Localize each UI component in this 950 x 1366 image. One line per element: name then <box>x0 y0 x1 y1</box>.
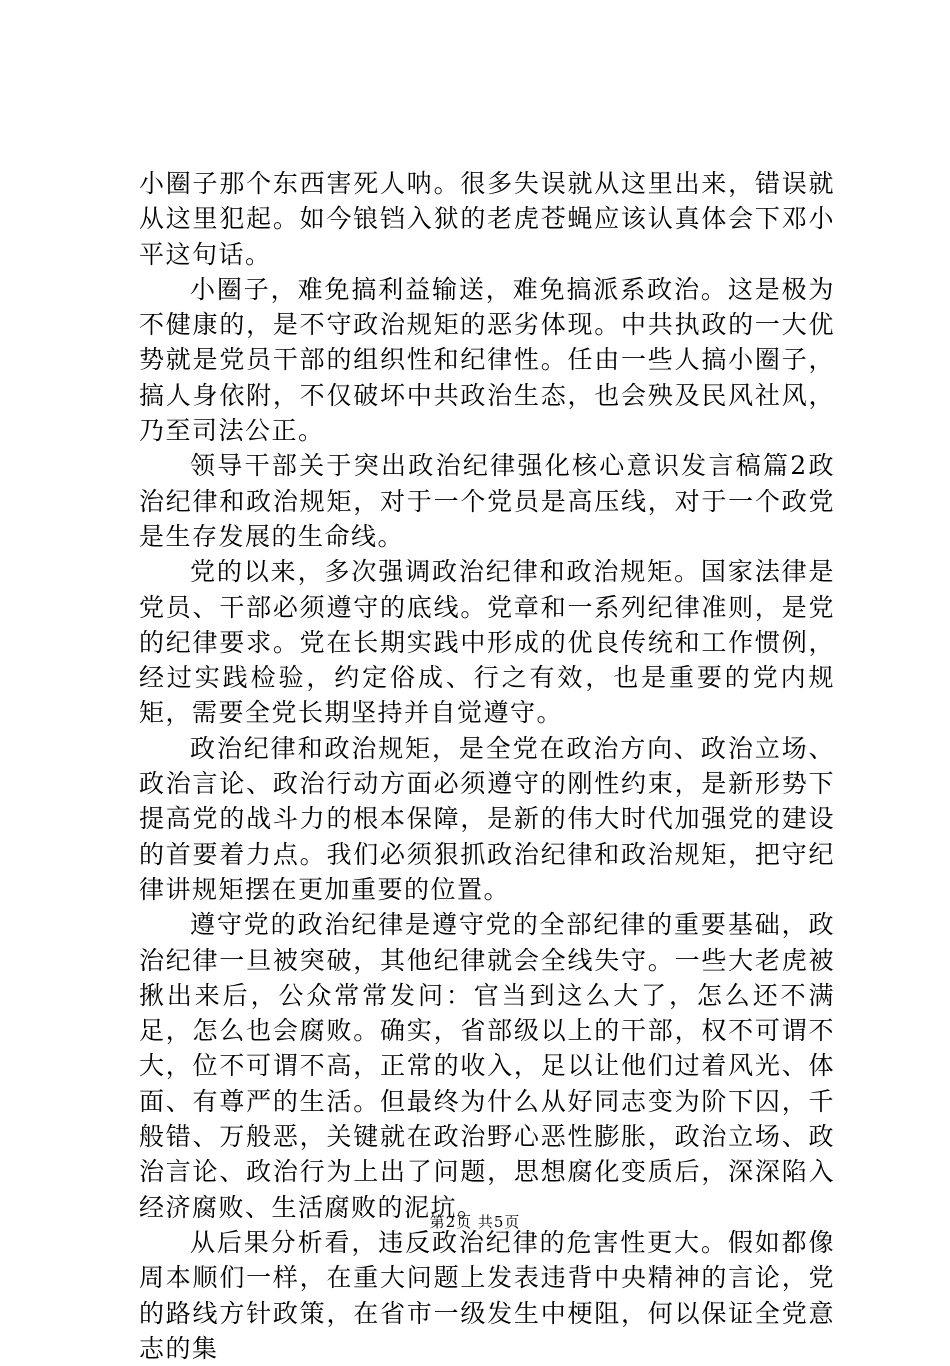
paragraph-3: 领导干部关于突出政治纪律强化核心意识发言稿篇2政治纪律和政治规矩，对于一个党员是高压线，对于一个政党是生存发展的生命线。 <box>139 451 835 551</box>
paragraph-1: 小圈子那个东西害死人呐。很多失误就从这里出来，错误就从这里犯起。如今锒铛入狱的老虎苍蝇应该认真体会下邓小平这句话。 <box>139 169 835 269</box>
page-footer: 第2页 共5页 <box>429 1213 521 1231</box>
paragraph-4: 党的以来，多次强调政治纪律和政治规矩。国家法律是党员、干部必须遵守的底线。党章和一系列纪律准则，是党的纪律要求。党在长期实践中形成的优良传统和工作惯例，经过实践检验，约定俗成、行之有效，也是重要的党内规矩，需要全党长期坚持并自觉遵守。 <box>139 557 835 728</box>
paragraph-2: 小圈子，难免搞利益输送，难免搞派系政治。这是极为不健康的，是不守政治规矩的恶劣体现。中共执政的一大优势就是党员干部的组织性和纪律性。任由一些人搞小圈子，搞人身依附，不仅破坏中共政治生态，也会殃及民风社风，乃至司法公正。 <box>139 274 835 446</box>
paragraph-6: 遵守党的政治纪律是遵守党的全部纪律的重要基础，政治纪律一旦被突破，其他纪律就会全线失守。一些大老虎被揪出来后，公众常常发问：官当到这么大了，怎么还不满足，怎么也会腐败。确实，省部级以上的干部，权不可谓不大，位不可谓不高，正常的收入，足以让他们过着风光、体面、有尊严的生活。但最终为什么从好同志变为阶下囚，千般错、万般恶，关键就在政治野心恶性膨胀，政治立场、政治言论、政治行为上出了问题，思想腐化变质后，深深陷入经济腐败、生活腐败的泥坑。 <box>139 910 835 1222</box>
body-text <box>139 166 835 1366</box>
paragraph-5: 政治纪律和政治规矩，是全党在政治方向、政治立场、政治言论、政治行动方面必须遵守的刚性约束，是新形势下提高党的战斗力的根本保障，是新的伟大时代加强党的建设的首要着力点。我们必须狠抓政治纪律和政治规矩，把守纪律讲规矩摆在更加重要的位置。 <box>139 733 835 904</box>
paragraph-7: 从后果分析看，违反政治纪律的危害性更大。假如都像周本顺们一样，在重大问题上发表违背中央精神的言论，党的路线方针政策，在省市一级发生中梗阻，何以保证全党意志的集 <box>139 1227 835 1363</box>
